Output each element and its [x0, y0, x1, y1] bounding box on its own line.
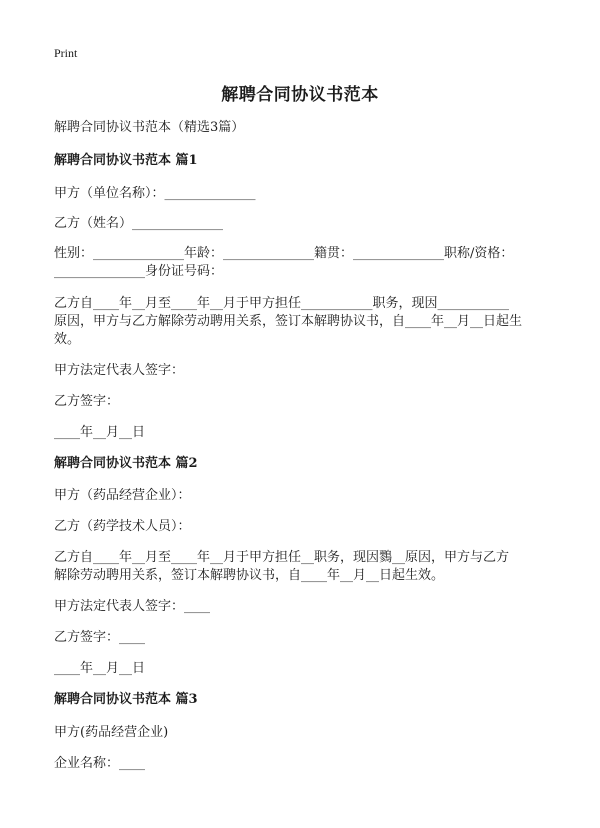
section3-party-a: 甲方(药品经营企业): [54, 725, 169, 740]
section1-heading: 解聘合同协议书范本 篇1: [54, 153, 198, 168]
document-title: 解聘合同协议书范本: [221, 85, 379, 105]
section1-sign-b: 乙方签字：: [54, 394, 120, 409]
section2-date: ____年__月__日: [54, 661, 146, 676]
section2-party-a: 甲方（药品经营企业）：: [54, 488, 191, 503]
print-label: Print: [54, 46, 78, 60]
section1-sign-a: 甲方法定代表人签字：: [54, 363, 185, 378]
section1-date: ____年__月__日: [54, 425, 146, 440]
section1-info-line2: ______________身份证号码：: [54, 264, 224, 279]
section1-body-line1: 乙方自____年__月至____年__月于甲方担任___________职务，现因___________: [54, 296, 510, 311]
section3-company-name: 企业名称：____: [54, 756, 146, 771]
section2-heading: 解聘合同协议书范本 篇2: [54, 456, 198, 471]
section2-body-line2: 解除劳动聘用关系，签订本解聘协议书，自____年__月__日起生效。: [54, 568, 445, 583]
section2-party-b: 乙方（药学技术人员）：: [54, 519, 191, 534]
section1-info-line1: 性别：______________年龄：______________籍贯：______________职称/资格：: [54, 246, 514, 261]
section2-sign-b: 乙方签字：____: [54, 630, 146, 645]
section2-sign-a: 甲方法定代表人签字：____: [54, 599, 211, 614]
section1-body-line3: 效。: [54, 332, 81, 347]
section1-party-a: 甲方（单位名称）：______________: [54, 186, 256, 201]
section1-party-b: 乙方（姓名）______________: [54, 216, 224, 231]
intro-text: 解聘合同协议书范本（精选3篇）: [54, 120, 245, 135]
section2-body-line1: 乙方自____年__月至____年__月于甲方担任__职务，现因鷚__原因，甲方与乙方: [54, 550, 510, 565]
section1-body-line2: 原因，甲方与乙方解除劳动聘用关系，签订本解聘协议书，自____年__月__日起生: [54, 314, 523, 329]
section3-heading: 解聘合同协议书范本 篇3: [54, 692, 198, 707]
